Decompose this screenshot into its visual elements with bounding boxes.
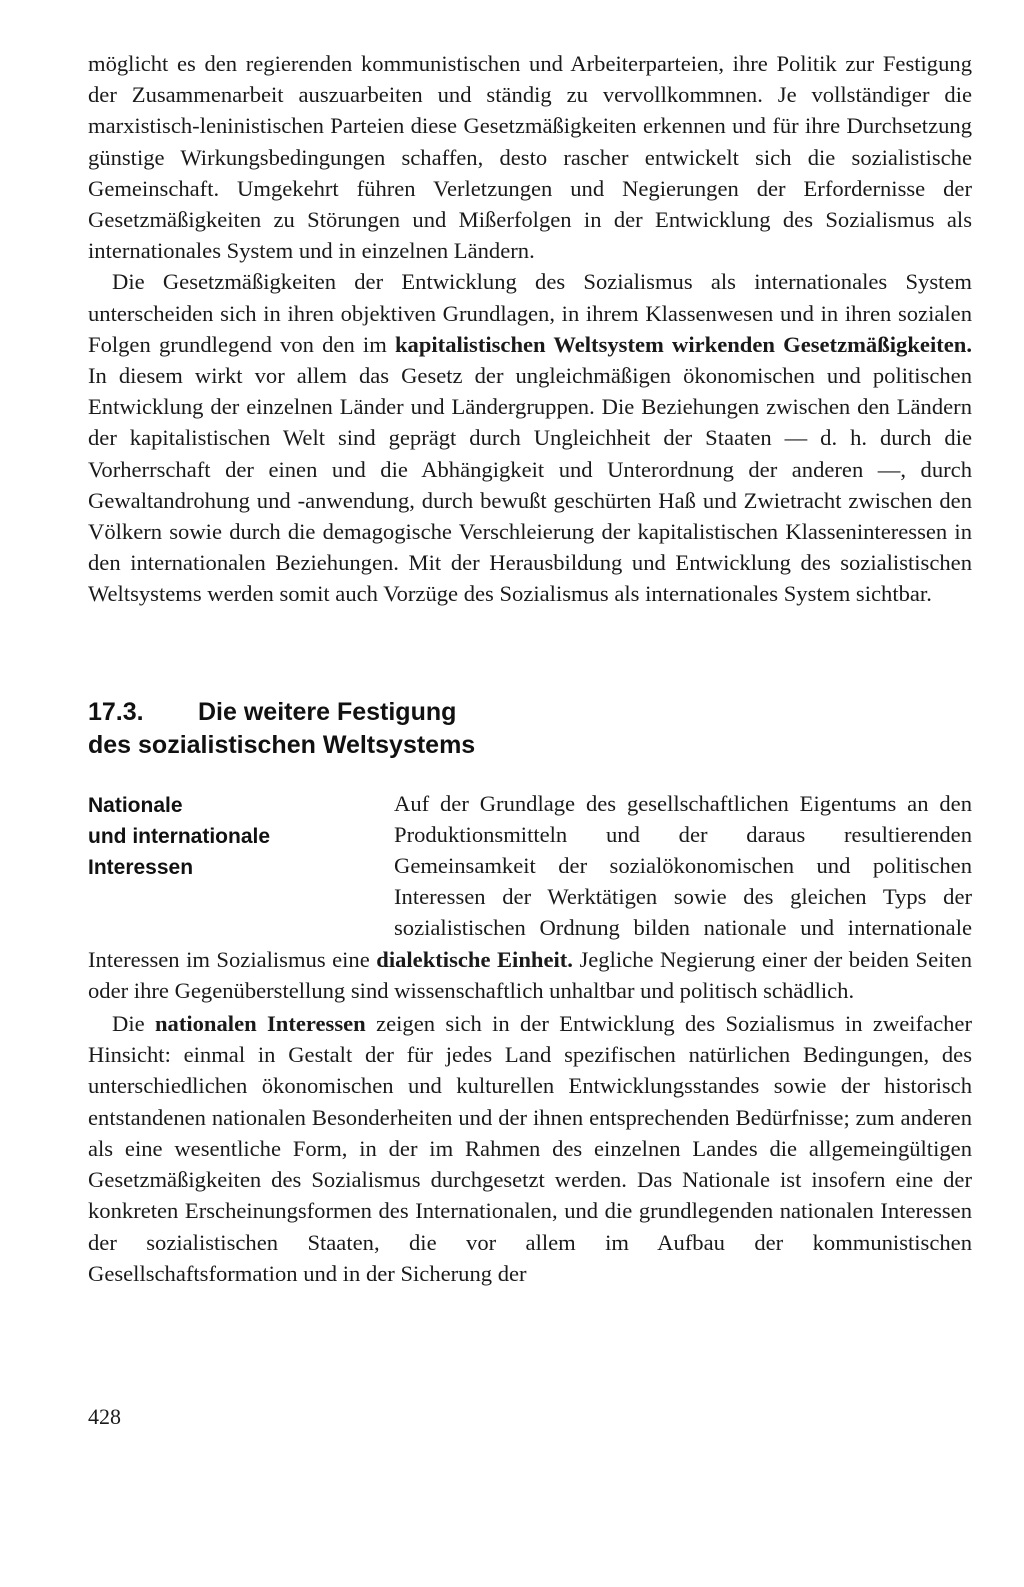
section-heading bbox=[88, 696, 972, 762]
paragraph-3-text-c: Jegliche Negierung einer der beiden Seiten oder ihre Gegenüberstellung sind wissenschaftlich unhaltbar und politisch schädlich. bbox=[88, 946, 973, 1003]
paragraph-4-text-a: Die bbox=[112, 1011, 155, 1037]
paragraph-2-text-c: In diesem wirkt vor allem das Gesetz der ungleichmäßigen ökonomischen und politischen Entwicklung der einzelnen Länder und Ländergruppen. Die Beziehungen zwischen den Ländern der kapitalistischen Welt sind geprägt durch Ungleichheit der Staaten — d. h. durch die Vorherrschaft der einen und die Abhängigkeit und Unterordnung der anderen —, durch Gewaltandrohung und -anwendung, durch bewußt geschürten Haß und Zwietracht zwischen den Völkern sowie durch die demagogische Verschleierung der kapitalistischen Klasseninteressen in den internationalen Beziehungen. Mit der Herausbildung und Entwicklung des sozialistischen Weltsystems werden somit auch Vorzüge des Sozialismus als internationales System sichtbar. bbox=[88, 363, 972, 607]
paragraph-4-text-c: zeigen sich in der Entwicklung des Sozialismus in zweifacher Hinsicht: einmal in Gestalt der für jedes Land spezifischen natürlichen Bedingungen, des unterschiedlichen ökonomischen und kulturellen Entwicklungsstandes sowie der historisch entstandenen nationalen Besonderheiten und der ihnen entsprechenden Bedürfnisse; zum anderen als eine wesentliche Form, in der im Rahmen des einzelnen Landes die allgemeingültigen Gesetzmäßigkeiten des Sozialismus durchgesetzt werden. Das Nationale ist insofern eine der konkreten Erscheinungsformen des Internationalen, und die grundlegenden nationalen Interessen der sozialistischen Staaten, die vor allem im Aufbau der kommunistischen Gesellschaftsformation und in der Sicherung der bbox=[88, 1011, 972, 1286]
paragraph-4-bold: nationalen Interessen bbox=[154, 1011, 366, 1037]
page-content bbox=[88, 48, 972, 1289]
paragraph-1: möglicht es den regierenden kommunistischen und Arbeiterparteien, ihre Politik zur Festigung der Zusammenarbeit auszuarbeiten und ständig zu vervollkommnen. Je vollständiger die marxistisch-leninistischen Parteien diese Gesetzmäßigkeiten erkennen und für ihre Durchsetzung günstige Wirkungsbedingungen schaffen, desto rascher entwickelt sich die sozialistische Gemeinschaft. Umgekehrt führen Verletzungen und Negierungen der Erfordernisse der Gesetzmäßigkeiten zu Störungen und Mißerfolgen in der Entwicklung des Sozialismus als internationales System und in einzelnen Ländern. bbox=[88, 51, 972, 264]
side-heading-line: Interessen bbox=[88, 856, 194, 880]
paragraph-2-text-a: Die Gesetzmäßigkeiten der Entwicklung des Sozialismus als internationales System unterscheiden sich in ihren objektiven Grundlagen, in ihrem Klassenwesen und in ihren sozialen Folgen grundlegend von den im bbox=[88, 269, 972, 357]
side-heading-line: und internationale bbox=[88, 824, 271, 848]
side-heading-line: Nationale bbox=[88, 793, 183, 817]
side-heading bbox=[88, 790, 358, 884]
page-number: 428 bbox=[88, 1404, 121, 1429]
paragraph-3-text-a: Auf der Grundlage des gesellschaftlichen Eigentums an den Produktionsmitteln und der daraus resultierenden Gemeinsamkeit der sozialökonomischen und politischen Interessen der Werktätigen sowie des gleichen Typs der sozialistischen Ordnung bilden nationale und internationale Interessen im Sozialismus eine bbox=[88, 790, 972, 972]
section-title-line1: Die weitere Festigung bbox=[198, 697, 457, 726]
subsection-block bbox=[88, 788, 972, 1289]
section-title-line2: des sozialistischen Weltsystems bbox=[88, 730, 476, 759]
paragraph-2-bold: kapitalistischen Weltsystem wirkenden Gesetzmäßigkeiten. bbox=[394, 331, 972, 357]
paragraph-2 bbox=[88, 266, 972, 609]
section-number: 17.3. bbox=[88, 697, 144, 726]
paragraph-3-bold: dialektische Einheit. bbox=[376, 946, 573, 972]
paragraph-4 bbox=[88, 1008, 972, 1289]
